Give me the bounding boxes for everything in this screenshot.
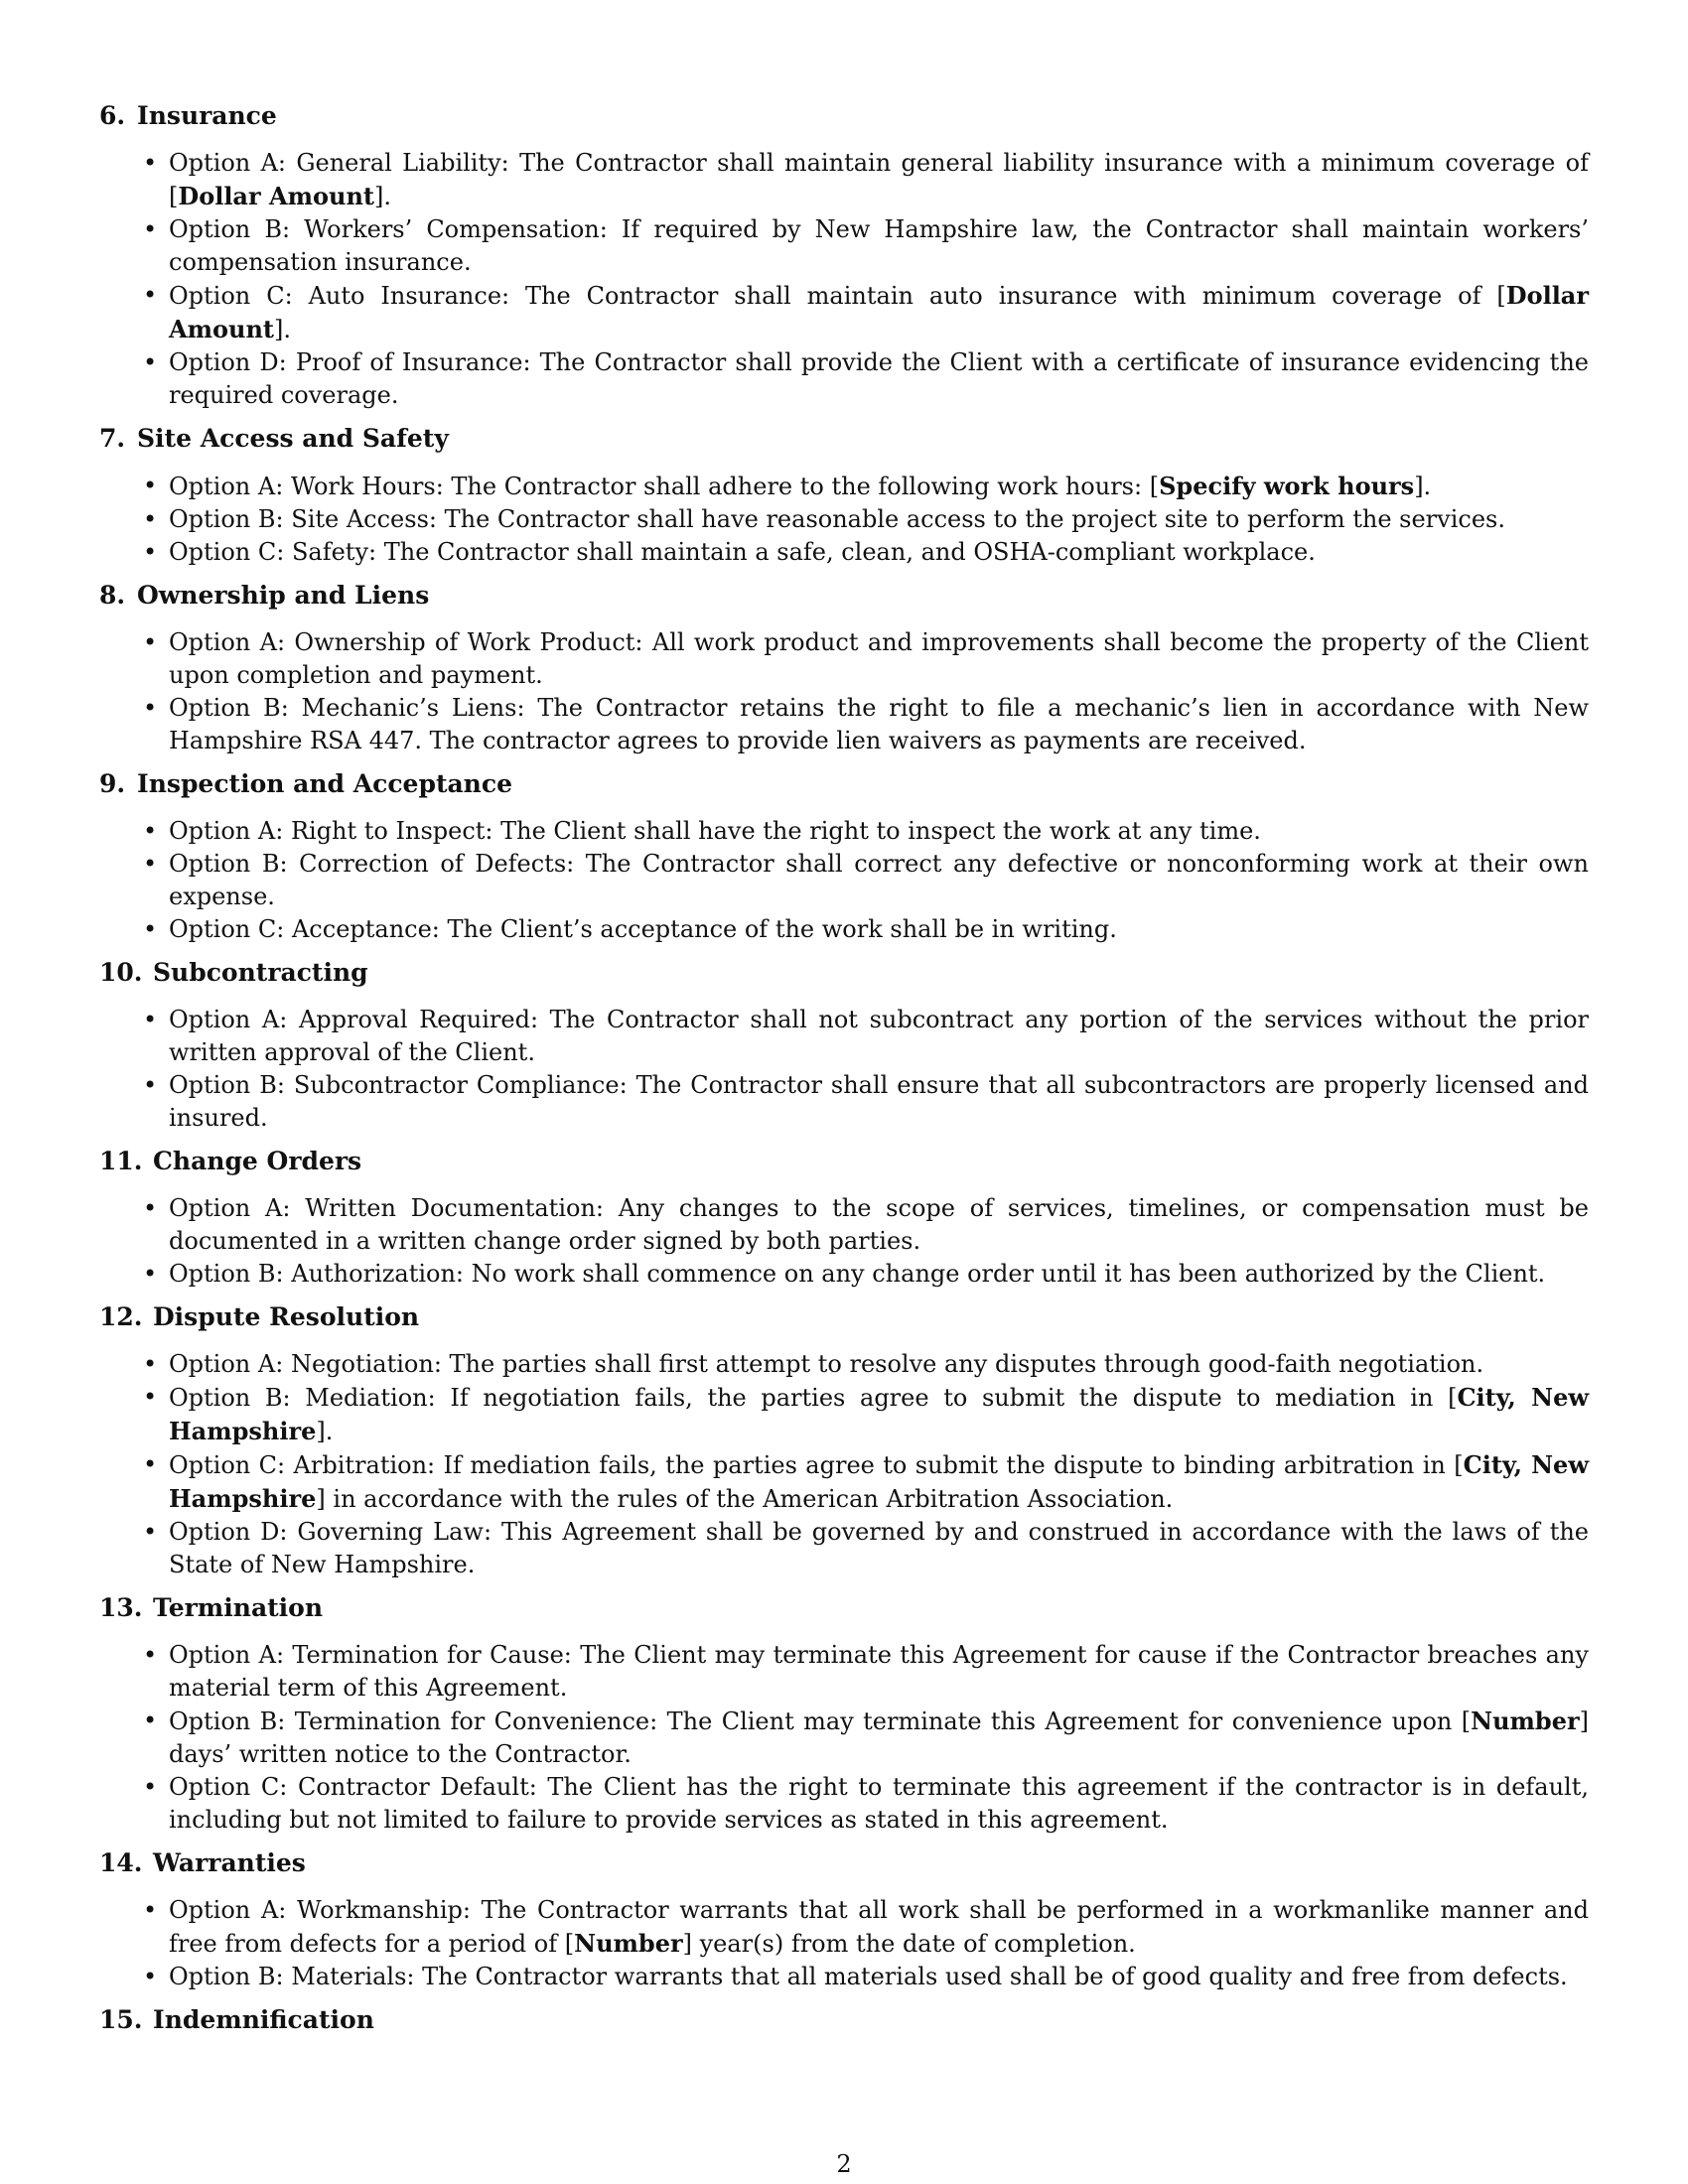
section-11 [99,1145,1589,1291]
section-7 [99,422,1589,569]
option-item [169,536,1589,569]
option-text: Option A: Ownership of Work Product: All work product and improvements shall become the property of the Client upon completion and payment. [169,628,1589,689]
section-number: 6. [99,101,126,130]
option-item [169,1894,1589,1961]
option-text: Option A: Written Documentation: Any changes to the scope of services, timelines, or compensation must be documented in a written change order signed by both parties. [169,1194,1589,1255]
option-text: Option A: Right to Inspect: The Client shall have the right to inspect the work at any time. [169,817,1261,845]
option-item [169,848,1589,913]
placeholder-field: Dollar Amount [178,182,374,210]
option-item [169,503,1589,536]
section-number: 8. [99,581,126,610]
document-page [99,99,1589,2051]
option-text: ]. [274,316,292,343]
option-item [169,1192,1589,1258]
option-text: Option A: Termination for Cause: The Client may terminate this Agreement for cause if the Contractor breaches any material term of this Agreement. [169,1641,1589,1702]
option-text: Option A: Negotiation: The parties shall first attempt to resolve any disputes through good-faith negotiation. [169,1350,1484,1378]
option-item [169,213,1589,279]
option-text: Option A: General Liability: The Contractor shall maintain general liability insurance with a minimum coverage of [169,149,1589,177]
option-text: ]. [316,1418,334,1445]
option-list [99,1894,1589,1993]
section-heading [99,422,1589,456]
option-list [99,470,1589,569]
option-list [99,1348,1589,1581]
option-text: Option B: Correction of Defects: The Contractor shall correct any defective or nonconforming work at their own expense. [169,850,1589,910]
section-title: Insurance [137,101,277,130]
option-item [169,913,1589,946]
option-item [169,1961,1589,1993]
option-item [169,1381,1589,1448]
option-item [169,1448,1589,1516]
section-number: 12. [99,1302,143,1331]
section-title: Change Orders [153,1147,362,1175]
section-number: 10. [99,958,143,987]
option-item [169,346,1589,412]
section-heading [99,1300,1589,1334]
section-title: Site Access and Safety [137,424,449,453]
page-number: 2 [836,2150,852,2178]
placeholder-field: City, New Hampshire [169,1450,1589,1513]
section-number: 15. [99,2005,143,2034]
option-list [99,1639,1589,1837]
option-text: Option B: Workers’ Compensation: If required by New Hampshire law, the Contractor shall maintain workers’ compensation insurance. [169,215,1589,276]
section-10 [99,956,1589,1135]
section-title: Inspection and Acceptance [137,769,512,798]
option-item [169,1516,1589,1581]
section-heading [99,767,1589,801]
option-list [99,1004,1589,1135]
section-14 [99,1846,1589,1993]
option-text: Option D: Governing Law: This Agreement shall be governed by and construed in accordance with the laws of the State of New Hampshire. [169,1518,1589,1578]
section-heading [99,2003,1589,2037]
section-title: Warranties [153,1848,306,1877]
option-item [169,1004,1589,1069]
option-text: Option B: Mediation: If negotiation fails, the parties agree to submit the dispute to mediation in [ [169,1384,1458,1412]
placeholder-field: City, New Hampshire [169,1383,1589,1445]
section-heading [99,1145,1589,1178]
option-item [169,1705,1589,1771]
section-number: 13. [99,1593,143,1622]
option-item [169,692,1589,757]
option-text: [ [169,183,179,210]
option-text: Option A: Work Hours: The Contractor shall adhere to the following work hours: [ [169,473,1160,500]
option-list [99,147,1589,412]
option-item [169,1069,1589,1135]
placeholder-field: Dollar Amount [169,281,1589,343]
section-title: Termination [153,1593,324,1622]
section-13 [99,1591,1589,1837]
option-text: Option C: Arbitration: If mediation fails, the parties agree to submit the dispute to binding arbitration in [ [169,1451,1464,1479]
option-item [169,1639,1589,1705]
option-text: ] year(s) from the date of completion. [682,1930,1136,1958]
section-heading [99,99,1589,133]
option-text: Option C: Safety: The Contractor shall maintain a safe, clean, and OSHA-compliant workplace. [169,538,1316,566]
section-number: 11. [99,1147,143,1175]
option-text: Option C: Acceptance: The Client’s acceptance of the work shall be in writing. [169,915,1117,943]
option-item [169,1771,1589,1837]
option-text: ]. [374,183,391,210]
section-title: Dispute Resolution [153,1302,420,1331]
section-9 [99,767,1589,946]
placeholder-field: Number [574,1929,683,1958]
option-text: Option B: Site Access: The Contractor shall have reasonable access to the project site to perform the services. [169,505,1505,533]
section-number: 7. [99,424,126,453]
option-item [169,279,1589,346]
option-item [169,815,1589,848]
option-text: Option B: Subcontractor Compliance: The Contractor shall ensure that all subcontractors are properly licensed and insured. [169,1071,1589,1132]
section-heading [99,1591,1589,1625]
section-15 [99,2003,1589,2037]
option-text: Option B: Mechanic’s Liens: The Contractor retains the right to file a mechanic’s lien in accordance with New Hampshire RSA 447. The contractor agrees to provide lien waivers as payments are received. [169,694,1589,754]
option-text: Option B: Materials: The Contractor warrants that all materials used shall be of good quality and free from defects. [169,1963,1568,1990]
section-heading [99,579,1589,613]
option-text: Option C: Contractor Default: The Client has the right to terminate this agreement if the contractor is in default, including but not limited to failure to provide services as stated in this agreement. [169,1773,1589,1834]
option-text: Option A: Approval Required: The Contractor shall not subcontract any portion of the services without the prior written approval of the Client. [169,1006,1589,1066]
option-text: ] days’ written notice to the Contractor. [169,1707,1589,1768]
section-heading [99,956,1589,990]
placeholder-field: Specify work hours [1159,472,1415,500]
option-list [99,815,1589,946]
option-text: Option B: Termination for Convenience: The Client may terminate this Agreement for convenience upon [ [169,1707,1472,1735]
option-item [169,147,1589,213]
section-heading [99,1846,1589,1880]
option-item [169,1348,1589,1381]
option-item [169,470,1589,503]
option-text: ]. [1414,473,1432,500]
section-title: Ownership and Liens [137,581,430,610]
section-title: Subcontracting [153,958,368,987]
option-text: Option C: Auto Insurance: The Contractor shall maintain auto insurance with minimum coverage of [ [169,282,1506,310]
section-6 [99,99,1589,412]
option-text: ] in accordance with the rules of the American Arbitration Association. [316,1485,1174,1513]
option-text: Option D: Proof of Insurance: The Contractor shall provide the Client with a certificate of insurance evidencing the required coverage. [169,348,1589,409]
section-title: Indemnification [153,2005,374,2034]
section-number: 14. [99,1848,143,1877]
option-list [99,1192,1589,1291]
section-8 [99,579,1589,757]
section-number: 9. [99,769,126,798]
option-text: Option A: Workmanship: The Contractor warrants that all work shall be performed in a workmanlike manner and free from defects for a period of [ [169,1896,1589,1958]
placeholder-field: Number [1471,1706,1580,1735]
option-item [169,1258,1589,1291]
option-item [169,626,1589,692]
option-list [99,626,1589,757]
section-12 [99,1300,1589,1581]
option-text: Option B: Authorization: No work shall commence on any change order until it has been authorized by the Client. [169,1260,1546,1288]
